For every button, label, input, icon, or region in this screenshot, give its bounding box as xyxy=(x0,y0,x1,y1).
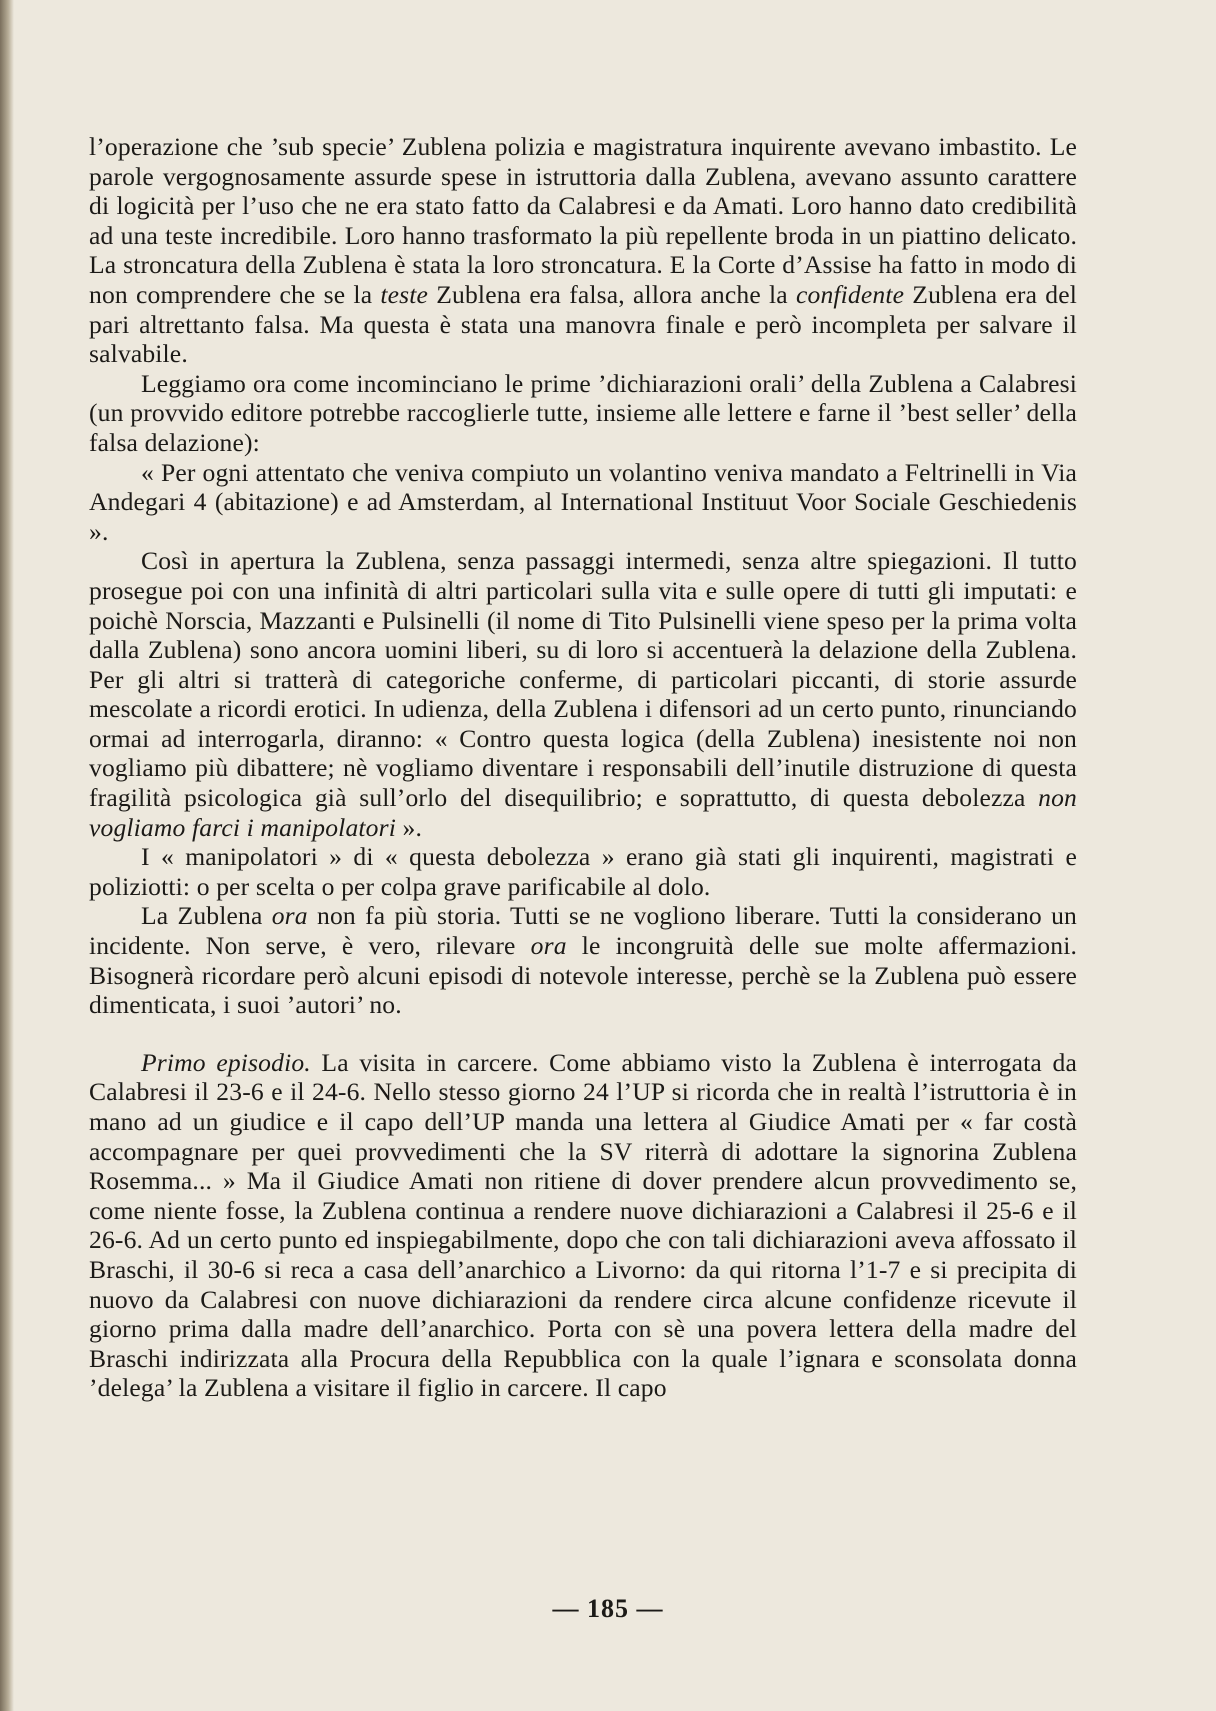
page-number: — 185 — xyxy=(552,1594,664,1623)
body-text xyxy=(89,132,1077,1403)
paragraph-7-primo-episodio xyxy=(89,1048,1077,1403)
paragraph-6 xyxy=(89,901,1077,1019)
text-run: La Zublena xyxy=(141,901,272,931)
italic-run: ora xyxy=(530,931,567,961)
text-run: ». xyxy=(395,812,423,842)
paragraph-4 xyxy=(89,546,1077,842)
text-run: « Per ogni attentato che veniva compiuto un volantino veniva mandato a Feltrinelli in Via Andegari 4 (abitazione) e ad Amsterdam, al International Instituut Voor Sociale Geschiedenis ». xyxy=(89,457,1077,546)
paragraph-2 xyxy=(89,369,1077,458)
paragraph-3-quote xyxy=(89,458,1077,547)
italic-run: teste xyxy=(380,279,429,309)
paragraph-1 xyxy=(89,132,1077,369)
text-run: Leggiamo ora come incominciano le prime ’dichiarazioni orali’ della Zublena a Calabresi (un provvido editore potrebbe raccoglierle tutte, insieme alle lettere e farne il ’best seller’ della falsa delazione): xyxy=(89,368,1077,457)
text-run: Zublena era del pari altrettanto falsa. Ma questa è stata una manovra finale e però incompleta per salvare il salvabile. xyxy=(89,279,1078,369)
text-run: Così in apertura la Zublena, senza passaggi intermedi, senza altre spiegazioni. Il tutto prosegue poi con una infinità di altri particolari sulla vita e sulle opere di tutti gli imputati: e poichè Norscia, Mazzanti e Pulsinelli (il nome di Tito Pulsinelli viene speso per la prima volta dalla Zublena) sono ancora uomini liberi, su di loro si accentuerà la delazione della Zublena. Per gli altri si tratterà di categoriche conferme, di particolari piccanti, di storie assurde mescolate a ricordi erotici. In udienza, della Zublena i difensori ad un certo punto, rinunciando ormai ad interrogarla, diranno: « Contro questa logica (della Zublena) inesistente noi non vogliamo più dibattere; nè vogliamo diventare i responsabili dell’inutile distruzione di questa fragilità psicologica già sull’orlo del disequilibrio; e soprattutto, di questa debolezza xyxy=(89,546,1077,813)
text-run: l’operazione che ’sub specie’ Zublena polizia e magistratura inquirente avevano imbastito. Le parole vergognosamente assurde spese in istruttoria dalla Zublena, avevano assunto carattere di logicità per l’uso che ne era stato fatto da Calabresi e da Amati. Loro hanno dato credibilità ad una teste incredibile. Loro hanno trasformato la più repellente broda in un piattino delicato. La stroncatura della Zublena è stata la loro stroncatura. E la Corte d’Assise ha fatto in modo di non comprendere che se la xyxy=(89,132,1077,309)
text-run: La visita in carcere. Come abbiamo visto la Zublena è interrogata da Calabresi il 23-6 e il 24-6. Nello stesso giorno 24 l’UP si ricorda che in realtà l’istruttoria è in mano ad un giudice e il capo dell’UP manda una lettera al Giudice Amati per « far costà accompagnare per quei provvedimenti che la SV riterrà di adottare la signorina Zublena Rosemma... » Ma il Giudice Amati non ritiene di dover prendere alcun provvedimento se, come niente fosse, la Zublena continua a rendere nuove dichiarazioni a Calabresi il 25-6 e il 26-6. Ad un certo punto ed inspiegabilmente, dopo che con tali dichiarazioni aveva affossato il Braschi, il 30-6 si reca a casa dell’anarchico a Livorno: da qui ritorna l’1-7 e si precipita di nuovo da Calabresi con nuove dichiarazioni da rendere circa alcune confidenze ricevute il giorno prima dalla madre dell’anarchico. Porta con sè una povera lettera della madre del Braschi indirizzata alla Procura della Repubblica con la quale l’ignara e sconsolata donna ’delega’ la Zublena a visitare il figlio in carcere. Il capo xyxy=(89,1047,1078,1403)
text-run: Zublena era falsa, allora anche la xyxy=(428,279,796,309)
section-heading-italic: Primo episodio. xyxy=(141,1047,311,1077)
page-spine-shadow xyxy=(0,0,14,1711)
text-run: le incongruità delle sue molte affermazioni. Bisognerà ricordare però alcuni episodi di notevole interesse, perchè se la Zublena può essere dimenticata, i suoi ’autori’ no. xyxy=(89,931,1078,1020)
italic-run: non vogliamo farci i manipolatori xyxy=(89,783,1077,842)
italic-run: confidente xyxy=(796,279,905,309)
text-run: non fa più storia. Tutti se ne vogliono liberare. Tutti la considerano un incidente. Non serve, è vero, rilevare xyxy=(89,901,1078,961)
text-run: I « manipolatori » di « questa debolezza » erano già stati gli inquirenti, magistrati e poliziotti: o per scelta o per colpa grave parificabile al dolo. xyxy=(89,842,1077,901)
italic-run: ora xyxy=(271,901,308,931)
paragraph-5 xyxy=(89,842,1077,901)
